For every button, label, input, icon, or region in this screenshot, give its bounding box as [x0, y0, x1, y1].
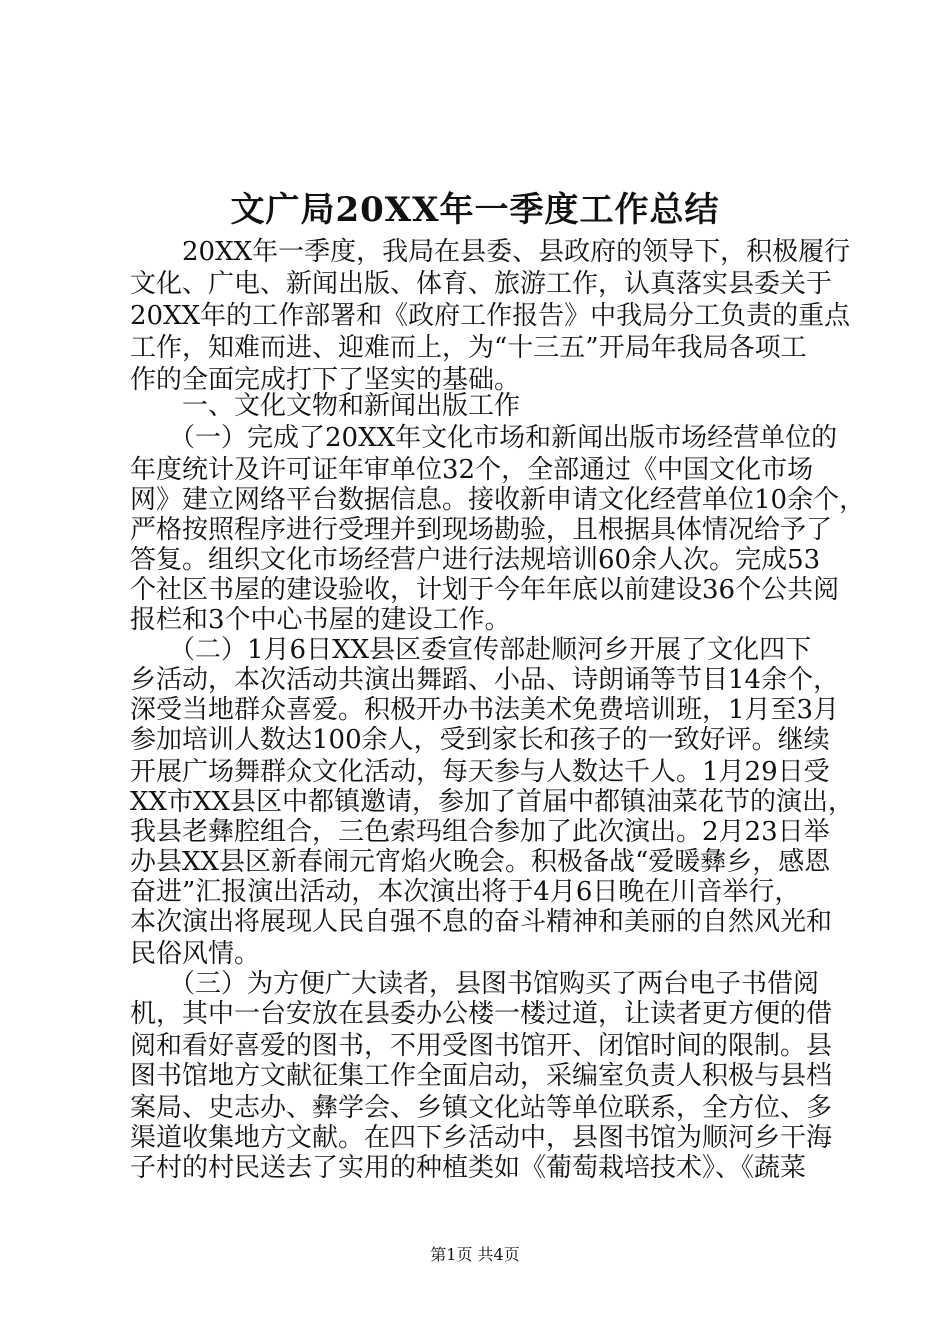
body-line: 网》建立网络平台数据信息。接收新申请文化经营单位10余个，: [130, 485, 866, 515]
body-line: 民俗风情。: [130, 939, 261, 969]
body-line: （二）1月6日XX县区委宣传部赴顺河乡开展了文化四下: [130, 635, 812, 665]
body-line: （三）为方便广大读者，县图书馆购买了两台电子书借阅: [130, 969, 820, 999]
body-line: 严格按照程序进行受理并到现场勘验，且根据具体情况给予了: [130, 515, 833, 545]
body-line: 图书馆地方文献征集工作全面启动，采编室负责人积极与县档: [130, 1061, 833, 1091]
body-line: 案局、史志办、彝学会、乡镇文化站等单位联系，全方位、多: [130, 1093, 833, 1123]
body-line: 奋进”汇报演出活动，本次演出将于4月6日晚在川音举行，: [130, 877, 801, 907]
body-line: 个社区书屋的建设验收，计划于今年年底以前建设36个公共阅: [130, 575, 840, 605]
body-line: 子村的村民送去了实用的种植类如《葡萄栽培技术》、《蔬菜: [130, 1153, 807, 1183]
section-heading: 一、文化文物和新闻出版工作: [130, 391, 521, 421]
body-line: 开展广场舞群众文化活动，每天参与人数达千人。1月29日受: [130, 757, 830, 787]
body-line: 文化、广电、新闻出版、体育、旅游工作，认真落实县委关于: [130, 269, 833, 299]
body-line: XX市XX县区中都镇邀请，参加了首届中都镇油菜花节的演出，: [130, 787, 855, 817]
body-line: 机，其中一台安放在县委办公楼一楼过道，让读者更方便的借: [130, 999, 833, 1029]
body-line: 深受当地群众喜爱。积极开办书法美术免费培训班，1月至3月: [130, 695, 840, 725]
body-line: 答复。组织文化市场经营户进行法规培训60余人次。完成53: [130, 545, 821, 575]
body-line: （一）完成了20XX年文化市场和新闻出版市场经营单位的: [130, 423, 838, 453]
body-line: 作的全面完成打下了坚实的基础。: [130, 365, 521, 395]
document-title: 文广局20XX年一季度工作总结: [230, 190, 720, 230]
body-line: 20XX年一季度，我局在县委、县政府的领导下，积极履行: [130, 237, 851, 267]
body-line: 渠道收集地方文献。在四下乡活动中，县图书馆为顺河乡干海: [130, 1123, 833, 1153]
body-line: 阅和看好喜爱的图书，不用受图书馆开、闭馆时间的限制。县: [130, 1031, 833, 1061]
body-line: 办县XX县区新春闹元宵焰火晚会。积极备战“爱暖彝乡，感恩: [130, 847, 831, 877]
body-line: 年度统计及许可证年审单位32个，全部通过《中国文化市场: [130, 455, 814, 485]
page-number-footer: 第1页 共4页: [430, 1245, 520, 1264]
body-line: 乡活动，本次活动共演出舞蹈、小品、诗朗诵等节目14余个，: [130, 665, 840, 695]
body-line: 本次演出将展现人民自强不息的奋斗精神和美丽的自然风光和: [130, 907, 833, 937]
body-line: 20XX年的工作部署和《政府工作报告》中我局分工负责的重点: [130, 301, 851, 331]
body-line: 参加培训人数达100余人，受到家长和孩子的一致好评。继续: [130, 725, 830, 755]
body-line: 报栏和3个中心书屋的建设工作。: [130, 605, 511, 635]
body-line: 我县老彝腔组合，三色索玛组合参加了此次演出。2月23日举: [130, 817, 830, 847]
body-line: 工作，知难而进、迎难而上，为“十三五”开局年我局各项工: [130, 333, 807, 363]
